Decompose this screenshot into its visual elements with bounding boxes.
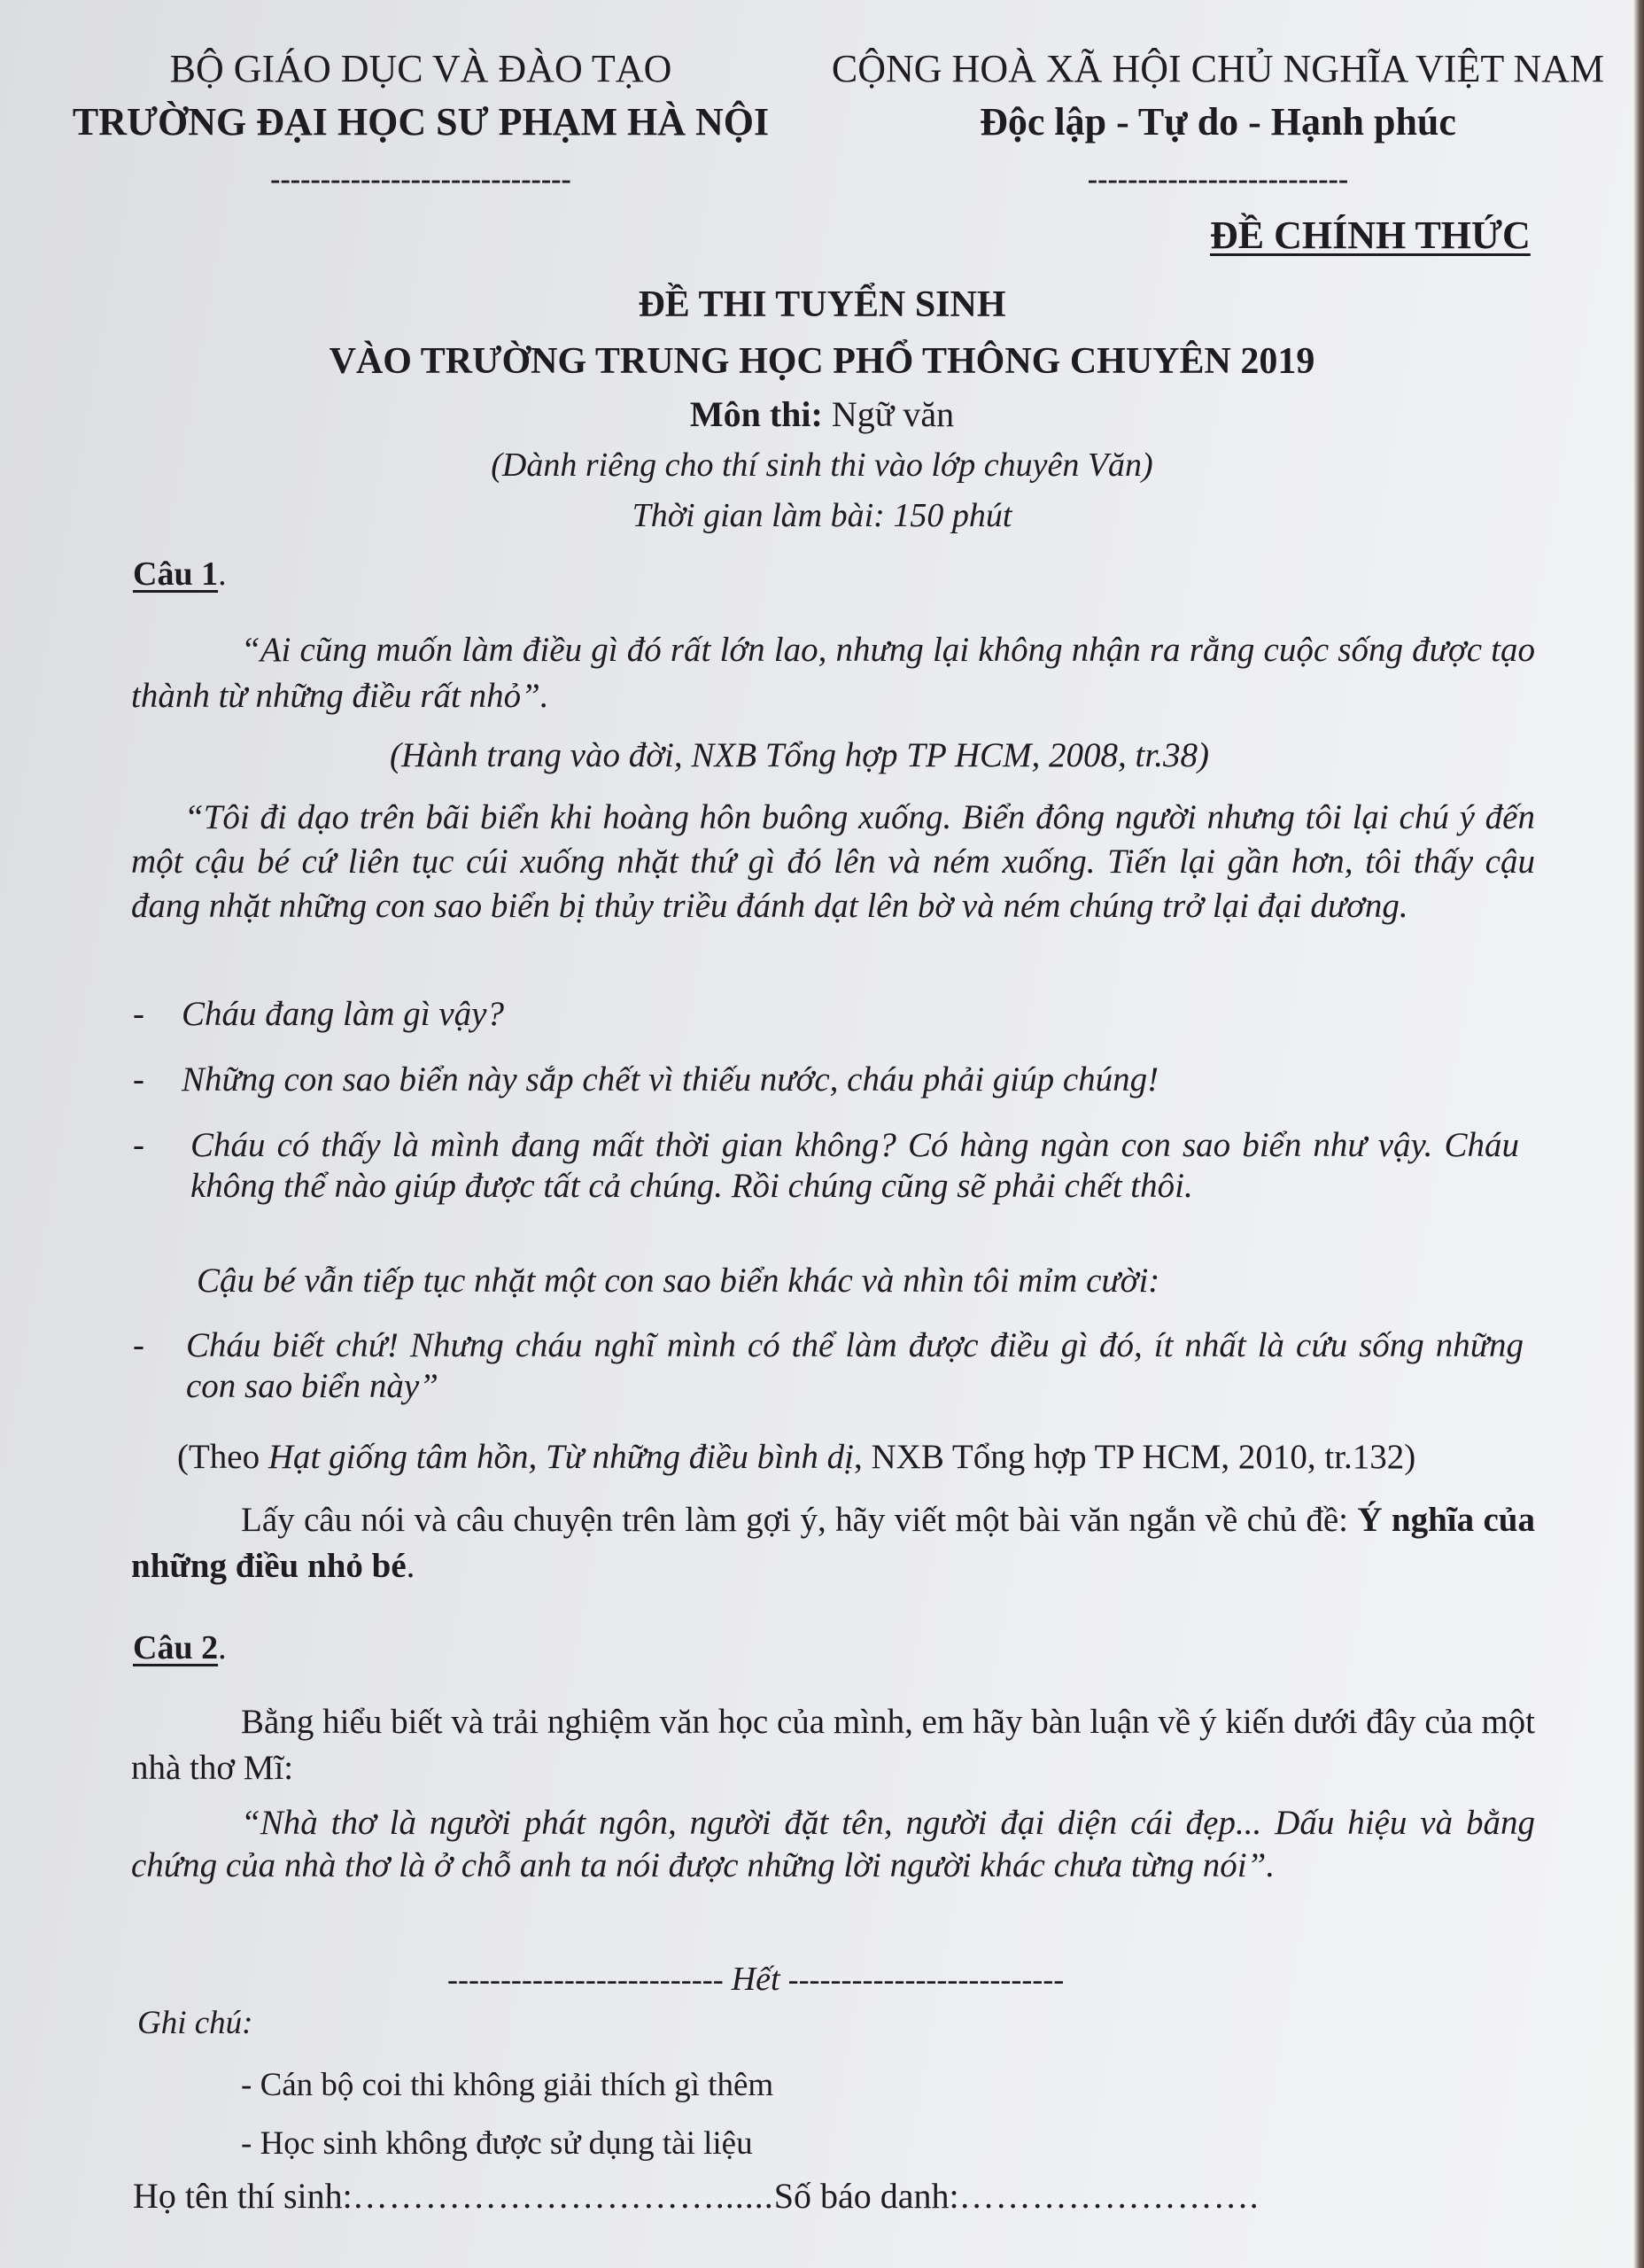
official-exam-label: ĐỀ CHÍNH THỨC (1210, 214, 1531, 257)
question2-heading: Câu 2. (133, 1629, 227, 1666)
end-label: Hết (731, 1961, 780, 1998)
question1-story: “Tôi đi dạo trên bãi biển khi hoàng hôn buông xuống. Biển đông người nhưng tôi lại chú ý đến một cậu bé cứ liên tục cúi xuống nhặt thứ gì đó lên và ném xuống. Tiến lại gần hơn, tôi thấy cậu đang nhặt những con sao biển bị thủy triều đánh dạt lên bờ và ném chúng trở lại đại dương. (131, 798, 1535, 925)
header-right (810, 43, 1625, 196)
candidate-name-blank: …………………………...... (352, 2176, 774, 2216)
question1-narration: Cậu bé vẫn tiếp tục nhặt một con sao biển khác và nhìn tôi mỉm cười: (197, 1262, 1160, 1300)
exam-audience: (Dành riêng cho thí sinh thi vào lớp chuyên Văn) (491, 447, 1153, 484)
exam-duration: Thời gian làm bài: 150 phút (632, 497, 1012, 534)
question1-label: Câu 1 (133, 555, 219, 593)
candidate-id-blank: ……………………. (958, 2176, 1260, 2216)
exam-subtitle: VÀO TRƯỜNG TRUNG HỌC PHỔ THÔNG CHUYÊN 2019 (329, 341, 1315, 382)
essay-topic: Ý nghĩa của những điều nhỏ bé (131, 1501, 1535, 1585)
subject-value: Ngữ văn (831, 394, 955, 434)
exam-title-block (0, 276, 1644, 540)
dash-marker: - (133, 1126, 144, 1164)
header-left (53, 43, 788, 196)
dialogue-line-3: - Cháu có thấy là mình đang mất thời gian không? Có hàng ngàn con sao biển như vậy. Cháu không thể nào giúp được tất cả chúng. Rồi chúng cũng sẽ phải chết thôi. (133, 1126, 1519, 1205)
question1-quote-citation: (Hành trang vào đời, NXB Tổng hợp TP HCM, 2008, tr.38) (390, 736, 1209, 774)
exam-title: ĐỀ THI TUYỂN SINH (638, 284, 1006, 325)
note-item: - Cán bộ coi thi không giải thích gì thêm (241, 2067, 774, 2103)
university-name: TRƯỜNG ĐẠI HỌC SƯ PHẠM HÀ NỘI (72, 100, 770, 144)
book-title: Hạt giống tâm hồn, Từ những điều bình dị (268, 1438, 855, 1476)
dash-marker: - (133, 1326, 144, 1364)
question2-label: Câu 2 (133, 1629, 219, 1666)
candidate-id-label: Số báo danh: (773, 2176, 959, 2216)
dash-marker: - (133, 995, 144, 1033)
question1-task: Lấy câu nói và câu chuyện trên làm gợi ý, hãy viết một bài văn ngắn về chủ đề: Ý nghĩa của những điều nhỏ bé. (131, 1501, 1535, 1585)
question1-quote: “Ai cũng muốn làm điều gì đó rất lớn lao, nhưng lại không nhận ra rằng cuộc sống được tạo thành từ những điều rất nhỏ”. (131, 631, 1535, 715)
ministry-name: BỘ GIÁO DỤC VÀ ĐÀO TẠO (169, 47, 672, 90)
candidate-info (133, 2175, 1260, 2217)
question1-story-citation: (Theo Hạt giống tâm hồn, Từ những điều bình dị, NXB Tổng hợp TP HCM, 2010, tr.132) (177, 1438, 1416, 1476)
exam-subject (0, 390, 1644, 439)
dialogue-line-2: - Những con sao biển này sắp chết vì thiếu nước, cháu phải giúp chúng! (133, 1060, 1159, 1099)
note-item: - Học sinh không được sử dụng tài liệu (241, 2125, 753, 2162)
header-left-divider: ------------------------------ (270, 163, 571, 196)
notes-title: Ghi chú: (137, 2005, 253, 2041)
dash-marker: - (133, 1060, 144, 1099)
dialogue-line-1: - Cháu đang làm gì vậy? (133, 995, 504, 1033)
question1-heading: Câu 1. (133, 555, 227, 593)
candidate-name-label: Họ tên thí sinh: (133, 2176, 353, 2216)
country-name: CỘNG HOÀ XÃ HỘI CHỦ NGHĨA VIỆT NAM (831, 47, 1605, 90)
header-right-divider: -------------------------- (1087, 163, 1349, 196)
dialogue-final-reply: - Cháu biết chứ! Nhưng cháu nghĩ mình có thể làm được điều gì đó, ít nhất là cứu sống những con sao biển này” (133, 1326, 1524, 1405)
subject-label: Môn thi: (689, 394, 823, 434)
question2-prompt: Bằng hiểu biết và trải nghiệm văn học của mình, em hãy bàn luận về ý kiến dưới đây của một nhà thơ Mĩ: (131, 1703, 1535, 1787)
question2-quote: “Nhà thơ là người phát ngôn, người đặt tên, người đại diện cái đẹp... Dấu hiệu và bằng chứng của nhà thơ là ở chỗ anh ta nói được những lời người khác chưa từng nói”. (131, 1804, 1535, 1884)
end-marker: -------------------------- Hết -------------------------- (447, 1961, 1065, 1998)
national-motto: Độc lập - Tự do - Hạnh phúc (980, 100, 1456, 144)
